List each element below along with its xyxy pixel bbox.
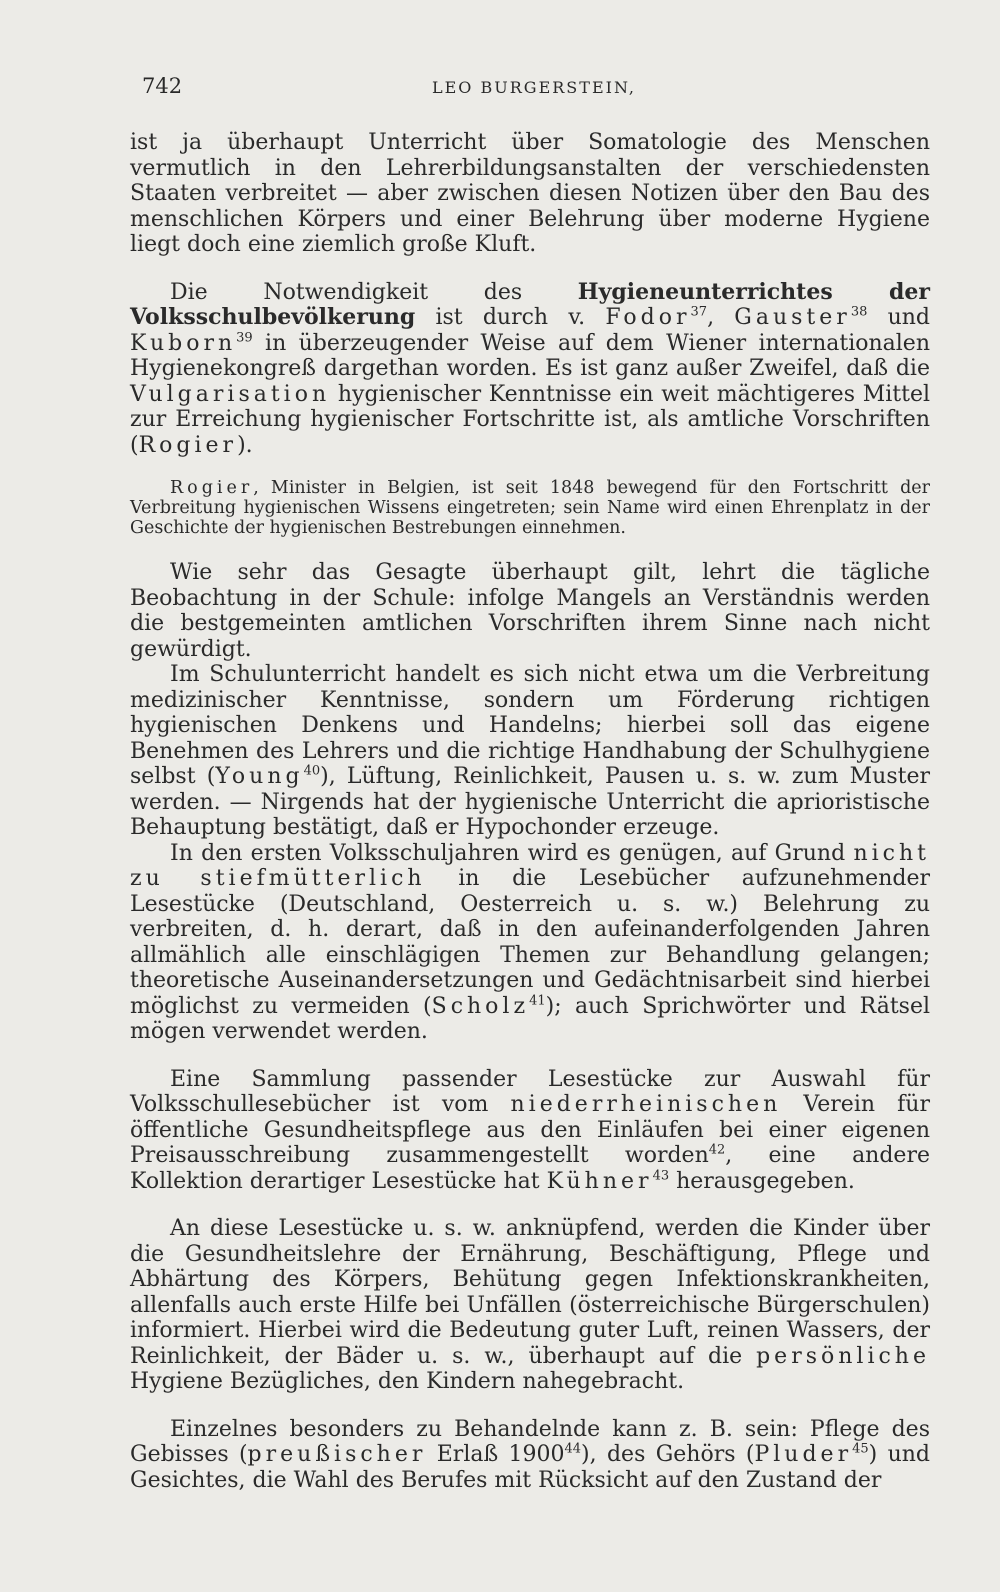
paragraph-2: Die Notwendigkeit des Hygieneunterrichtes der Volksschulbevölkerung ist durch v. Fodor$^{37}$, Gauster$^{38}$ und Kuborn$^{39}$ in überzeugender Weise auf dem Wiener internationalen Hygienekongreß dargethan worden. Es ist ganz außer Zweifel, daß die Vulgarisation hygienischer Kenntnisse ein weit mächtigeres Mittel zur Erreichung hygienischer Fortschritte ist, als amtliche Vorschriften (Rogier). <box>130 278 930 458</box>
author-name: Rogier <box>138 432 238 458</box>
paragraph-5: In den ersten Volksschuljahren wird es genügen, auf Grund nicht zu stiefmütterlich in die Lesebücher aufzunehmender Lesestücke (Deutschland, Oesterreich u. s. w.) Belehrung zu verbreiten, d. h. derart, daß in den aufeinanderfolgenden Jahren allmählich alle einschlägigen Themen zur Behandlung gelangen; theoretische Auseinandersetzungen und Gedächtnisarbeit sind hierbei möglichst zu vermeiden (Scholz$^{41}$); auch Sprichwörter und Rätsel mögen verwendet werden. <box>130 840 930 1044</box>
paragraph-6: Eine Sammlung passender Lesestücke zur Auswahl für Volksschullesebücher ist vom niederrheinischen Verein für öffentliche Gesundheitspflege aus den Einläufen bei einer eigenen Preisausschreibung zusammengestellt worden$^{42}$, eine andere Kollektion derartiger Lesestücke hat Kühner$^{43}$ herausgegeben. <box>130 1066 930 1194</box>
footnote-ref: 40 <box>303 763 321 779</box>
author-name: Kühner <box>546 1168 653 1194</box>
footnote-ref: 44 <box>564 1441 582 1457</box>
emphasis: nicht zu stiefmütterlich <box>130 840 930 891</box>
footnote-ref: 37 <box>690 304 708 320</box>
emphasis: Vulgarisation <box>130 381 331 407</box>
page-body <box>130 130 930 1493</box>
author-name: Fodor <box>605 305 691 330</box>
small-print-note: Rogier, Minister in Belgien, ist seit 1848 bewegend für den Fortschritt der Verbreitung hygienischen Wissens eingetreten; sein Name wird einen Ehrenplatz in der Geschichte der hygienischen Bestrebungen einnehmen. <box>130 478 930 538</box>
emphasis: niederrheinischen <box>510 1092 782 1117</box>
paragraph-7: An diese Lesestücke u. s. w. anknüpfend, werden die Kinder über die Gesundheitslehre der Ernährung, Beschäftigung, Pflege und Abhärtung des Körpers, Behütung gegen Infektionskrankheiten, allenfalls auch erste Hilfe bei Unfällen (österreichische Bürgerschulen) informiert. Hierbei wird die Bedeutung guter Luft, reinen Wassers, der Reinlichkeit, der Bäder u. s. w., überhaupt auf die persönliche Hygiene Bezügliches, den Kindern nahegebracht. <box>130 1216 930 1394</box>
paragraph-8: Einzelnes besonders zu Behandelnde kann z. B. sein: Pflege des Gebisses (preußischer Erlaß 1900$^{44}$), des Gehörs (Pluder$^{45}$) und Gesichtes, die Wahl des Berufes mit Rücksicht auf den Zustand der <box>130 1416 930 1493</box>
paragraph-3: Wie sehr das Gesagte überhaupt gilt, lehrt die tägliche Beobachtung in der Schule: infolge Mangels an Verständnis werden die bestgemeinten amtlichen Vorschriften ihrem Sinne nach nicht gewürdigt. <box>130 560 930 662</box>
page-header <box>142 74 930 104</box>
footnote-ref: 43 <box>652 1168 670 1184</box>
footnote-ref: 45 <box>852 1441 869 1457</box>
paragraph-1: ist ja überhaupt Unterricht über Somatologie des Menschen vermutlich in den Lehrerbildungsanstalten der verschiedensten Staaten verbreitet — aber zwischen diesen Notizen über den Bau des menschlichen Körpers und einer Belehrung über moderne Hygiene liegt doch eine ziemlich große Kluft. <box>130 130 930 257</box>
running-head: LEO BURGERSTEIN, <box>432 78 636 97</box>
page-number: 742 <box>142 74 183 98</box>
emphasis: persönliche <box>756 1343 930 1369</box>
author-name: Pluder <box>754 1442 853 1467</box>
footnote-ref: 41 <box>529 993 546 1009</box>
paragraph-4: Im Schulunterricht handelt es sich nicht etwa um die Verbreitung medizinischer Kenntnisse, sondern um Förderung richtigen hygienischen Denkens und Handelns; hierbei soll das eigene Benehmen des Lehrers und die richtige Handhabung der Schulhygiene selbst (Young$^{40}$), Lüftung, Reinlichkeit, Pausen u. s. w. zum Muster werden. — Nirgends hat der hygienische Unterricht die aprioristische Behauptung bestätigt, daß er Hypochonder erzeuge. <box>130 662 930 840</box>
bold-term: Hygieneunterrichtes der Volksschulbevölkerung <box>130 278 930 330</box>
author-name: Kuborn <box>130 330 237 356</box>
footnote-ref: 42 <box>708 1142 726 1158</box>
author-name: Young <box>215 764 304 789</box>
author-name: Gauster <box>734 305 851 330</box>
emphasis: preußischer <box>247 1442 427 1467</box>
footnote-ref: 38 <box>850 304 868 320</box>
footnote-ref: 39 <box>236 330 253 346</box>
author-name: Rogier <box>170 478 254 498</box>
author-name: Scholz <box>431 993 530 1019</box>
